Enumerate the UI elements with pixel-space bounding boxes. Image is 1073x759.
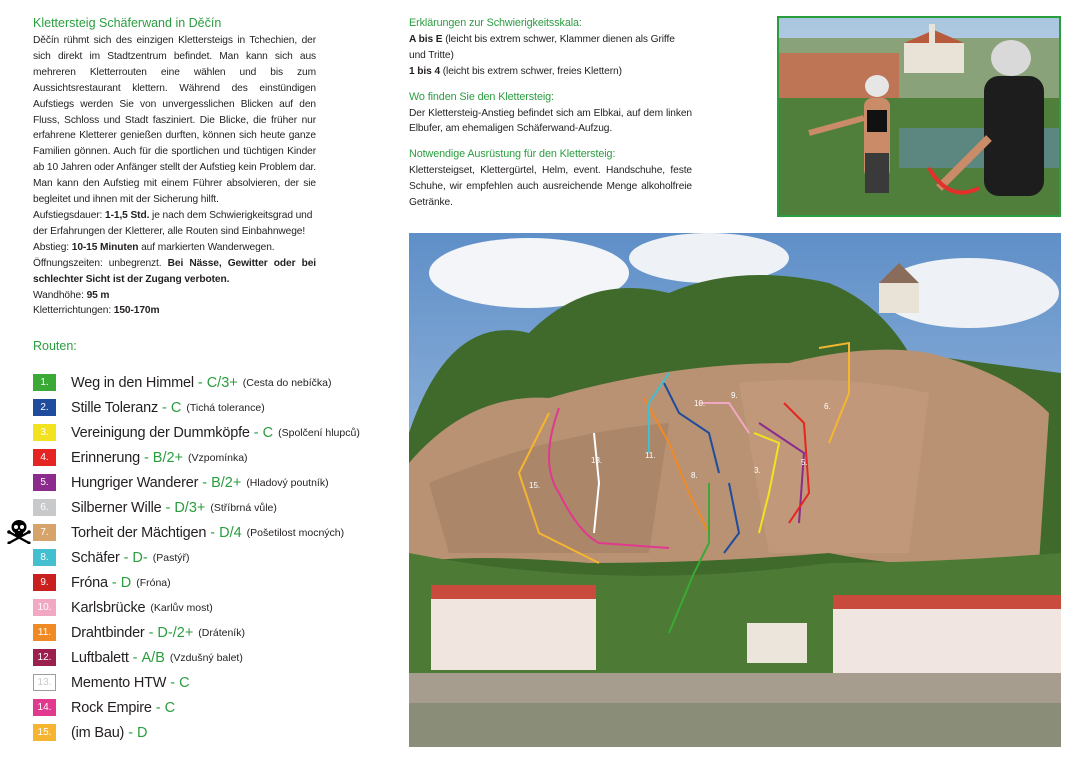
route-separator: -	[162, 399, 167, 416]
route-separator: -	[197, 374, 203, 391]
route-separator: -	[253, 424, 259, 441]
route-czech-name: (Stříbrná vůle)	[210, 501, 277, 514]
route-grade: D-/2+	[157, 624, 194, 641]
route-name: (im Bau)	[71, 724, 125, 741]
descent-rest: auf markierten Wanderwegen.	[138, 241, 275, 253]
intro-title: Klettersteig Schäferwand in Děčín	[33, 16, 222, 30]
route-label-13: 13.	[591, 456, 603, 465]
route-item	[33, 570, 383, 595]
route-grade: B/2+	[152, 449, 184, 466]
intro-section	[33, 16, 316, 319]
route-item	[33, 495, 383, 520]
route-separator: -	[165, 499, 171, 516]
route-name: Silberner Wille	[71, 499, 162, 516]
route-czech-name: (Dráteník)	[198, 626, 245, 639]
route-number-badge: 7.	[33, 524, 56, 541]
route-number-badge: 13.	[33, 674, 56, 691]
route-label-3: 3.	[754, 466, 761, 475]
route-name: Rock Empire	[71, 699, 152, 716]
route-name: Stille Toleranz	[71, 399, 159, 416]
route-number-badge: 11.	[33, 624, 56, 641]
route-item	[33, 395, 383, 420]
route-item	[33, 470, 383, 495]
route-separator: -	[111, 574, 117, 591]
scale-b-text: (leicht bis extrem schwer, freies Klettern)	[440, 65, 622, 77]
hours-warning: Bei Nässe, Gewitter oder bei schlechter Sicht ist der Zugang verboten.	[33, 257, 317, 285]
route-name: Memento HTW	[71, 674, 167, 691]
route-name: Schäfer	[71, 549, 120, 566]
equipment-text: Klettersteigset, Klettergürtel, Helm, event. Handschuhe, feste Schuhe, wir empfehlen auch ausreichende Menge alkoholfreie Getränke.	[409, 165, 692, 209]
route-label-15: 15.	[529, 481, 541, 490]
route-item	[33, 620, 383, 645]
direction-info	[33, 303, 316, 319]
route-item	[33, 670, 383, 695]
location-section	[409, 90, 692, 138]
route-label-5: 5.	[801, 458, 808, 467]
route-name: Vereinigung der Dummköpfe	[71, 424, 250, 441]
route-czech-name: (Fróna)	[136, 576, 171, 589]
route-grade: D	[120, 574, 132, 591]
height-value: 95 m	[86, 289, 110, 301]
route-czech-name: (Tichá tolerance)	[186, 401, 265, 414]
hours-label: Öffnungszeiten: unbegrenzt.	[33, 257, 168, 269]
route-item	[33, 370, 383, 395]
rock-face-photo	[409, 233, 1061, 747]
equipment-section	[409, 147, 692, 211]
route-czech-name: (Hladový poutník)	[246, 476, 329, 489]
direction-value: 150-170m	[113, 305, 160, 317]
scale-a	[409, 32, 692, 64]
route-grade: D	[137, 724, 148, 741]
route-number-badge: 9.	[33, 574, 56, 591]
route-number-badge: 14.	[33, 699, 56, 716]
scale-section	[409, 16, 692, 80]
route-number-badge: 8.	[33, 549, 56, 566]
route-czech-name: (Pošetilost mocných)	[246, 526, 345, 539]
route-name: Karlsbrücke	[71, 599, 146, 616]
route-item	[33, 520, 383, 545]
route-grade: B/2+	[211, 474, 242, 491]
route-label-8: 8.	[691, 471, 698, 480]
route-name: Hungriger Wanderer	[71, 474, 199, 491]
route-separator: -	[132, 649, 138, 666]
route-item	[33, 645, 383, 670]
scale-a-label: A bis E	[409, 33, 443, 45]
scale-b-label: 1 bis 4	[409, 65, 441, 77]
location-text: Der Klettersteig-Anstieg befindet sich am Elbkai, auf dem linken Elbufer, am ehemaligen Schäferwand-Aufzug.	[409, 107, 692, 135]
route-czech-name: (Vzdušný balet)	[169, 651, 243, 664]
intro-paragraph: Děčín rühmt sich des einzigen Klettersteigs in Tchechien, der sich direkt im Stadtzentrum befindet. Man kann sich aus mehreren Kletterrouten eine wählen und bis zum Aussichtsrestaurant klettern. Während des einstündigen Aufstiegs werden Sie von unvergesslichen Blicken auf den Fluss, Schloss und Stadt fasziniert. Die Blicke, die früher nur erfahrene Kletterer genießen durften, können sich heute ganze Familien gönnen. Auch für die sportlichen und tüchtigen Kinder ab 10 Jahren oder Anfänger stellt der Aufstieg kein Problem dar. Man kann den Aufstieg mit einem Führer absolvieren, der sie begleitet und ihnen mit der Sicherung hilft.	[33, 35, 316, 206]
route-item	[33, 445, 383, 470]
route-label-11: 11.	[645, 451, 656, 460]
ascent-info	[33, 208, 316, 240]
route-separator: -	[128, 724, 134, 741]
route-name: Luftbalett	[71, 649, 129, 666]
route-item	[33, 595, 383, 620]
info-column	[409, 16, 692, 221]
route-name: Erinnerung	[71, 449, 140, 466]
scale-a-text: (leicht bis extrem schwer, Klammer dienen als Griffe und Tritte)	[409, 33, 675, 61]
scale-b	[409, 64, 692, 80]
location-title: Wo finden Sie den Klettersteig:	[409, 90, 554, 103]
ascent-rest: je nach dem Schwierigkeitsgrad und der Erfahrungen der Kletterer, alle Routen sind Einbahnwege!	[33, 209, 313, 237]
route-name: Weg in den Himmel	[71, 374, 194, 391]
route-czech-name: (Pastýř)	[152, 551, 190, 564]
route-grade: D-	[132, 549, 148, 566]
route-item	[33, 695, 383, 720]
route-separator: -	[123, 549, 129, 566]
route-item	[33, 720, 383, 745]
route-name: Torheit der Mächtigen	[71, 524, 207, 541]
route-number-badge: 5.	[33, 474, 56, 491]
descent-info	[33, 240, 316, 256]
scale-title: Erklärungen zur Schwierigkeitsskala:	[409, 17, 582, 29]
route-grade: C	[164, 699, 176, 716]
route-separator: -	[143, 449, 149, 466]
route-separator: -	[148, 624, 154, 641]
route-separator: -	[202, 474, 208, 491]
route-grade: D/4	[219, 524, 242, 541]
route-label-10: 10.	[694, 399, 706, 408]
height-info	[33, 288, 316, 304]
route-grade: A/B	[141, 649, 165, 666]
route-number-badge: 15.	[33, 724, 56, 741]
route-number-badge: 3.	[33, 424, 56, 441]
route-item	[33, 545, 383, 570]
ascent-label: Aufstiegsdauer:	[33, 209, 106, 221]
route-separator: -	[155, 699, 161, 716]
route-grade: C	[170, 399, 182, 416]
route-czech-name: (Karlův most)	[150, 601, 213, 614]
route-label-6: 6.	[824, 402, 831, 411]
height-label: Wandhöhe:	[33, 289, 87, 301]
equipment-title: Notwendige Ausrüstung für den Klettersteig:	[409, 148, 616, 161]
intro-body	[33, 33, 316, 319]
ascent-value: 1-1,5 Std.	[105, 209, 150, 221]
route-number-badge: 2.	[33, 399, 56, 416]
route-number-badge: 10.	[33, 599, 56, 616]
route-grade: C	[179, 674, 190, 691]
route-czech-name: (Cesta do nebíčka)	[242, 376, 332, 389]
descent-label: Abstieg:	[33, 241, 72, 253]
route-name: Fróna	[71, 574, 108, 591]
routes-list	[33, 370, 383, 745]
route-grade: C/3+	[206, 374, 238, 391]
route-grade: C	[262, 424, 274, 441]
route-item	[33, 420, 383, 445]
direction-label: Kletterrichtungen:	[33, 305, 114, 317]
skull-crossbones-icon	[6, 518, 32, 544]
hours-info	[33, 256, 316, 288]
descent-value: 10-15 Minuten	[71, 241, 139, 253]
route-name: Drahtbinder	[71, 624, 145, 641]
route-label-9: 9.	[731, 391, 738, 400]
route-number-badge: 6.	[33, 499, 56, 516]
route-czech-name: (Vzpomínka)	[188, 451, 248, 464]
route-separator: -	[170, 674, 176, 691]
route-number-badge: 1.	[33, 374, 56, 391]
route-czech-name: (Spolčení hlupců)	[278, 426, 360, 439]
route-number-badge: 12.	[33, 649, 56, 666]
route-number-badge: 4.	[33, 449, 56, 466]
route-separator: -	[210, 524, 216, 541]
climbers-photo	[777, 16, 1061, 217]
route-grade: D/3+	[174, 499, 206, 516]
routes-heading: Routen:	[33, 339, 77, 353]
